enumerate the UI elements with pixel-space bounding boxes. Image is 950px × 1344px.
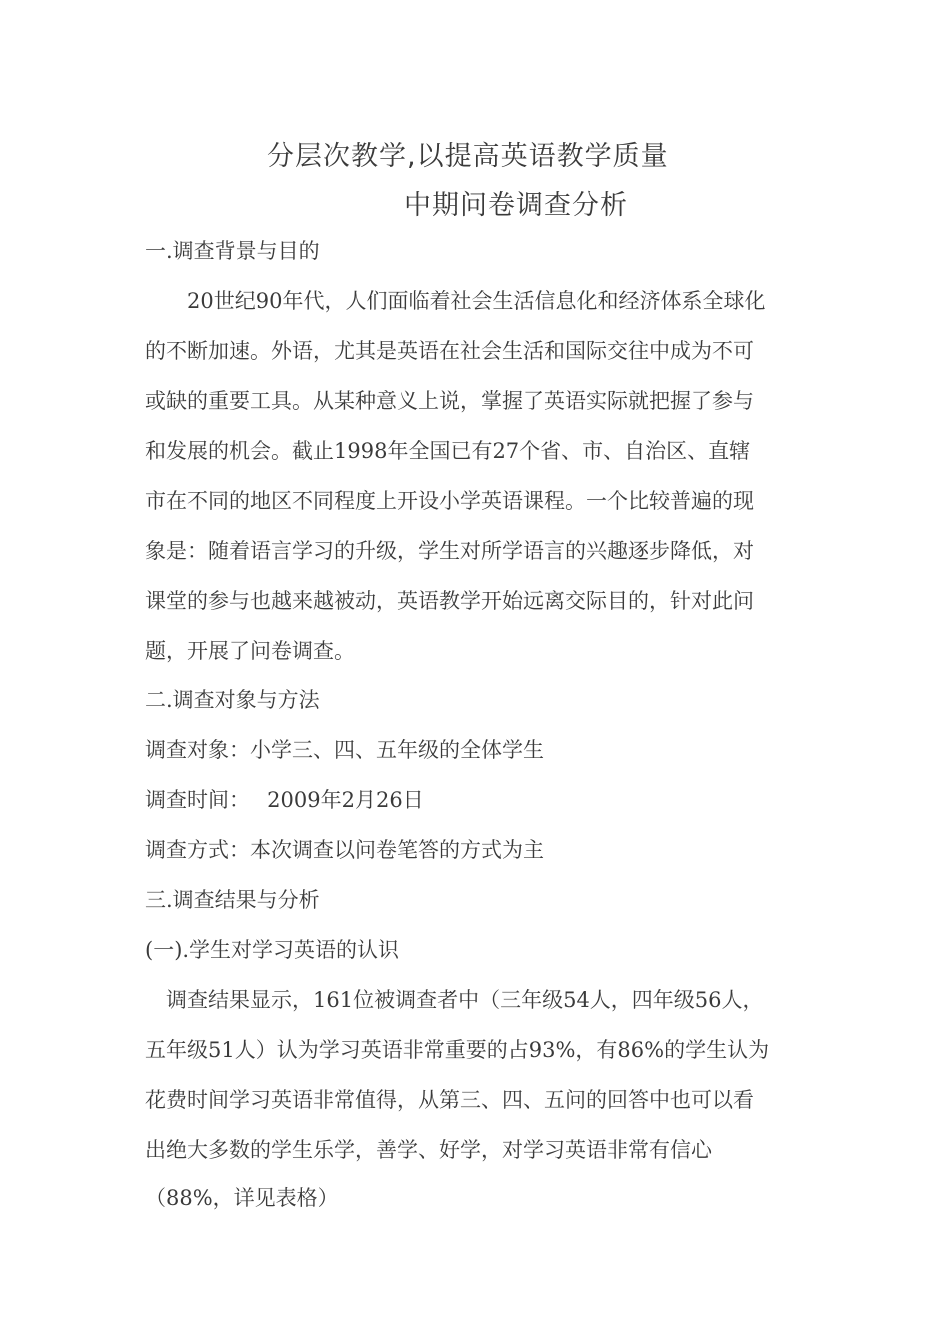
paragraph-line: 题，开展了问卷调查。 xyxy=(145,639,355,663)
survey-method: 调查方式：本次调查以问卷笔答的方式为主 xyxy=(145,838,544,862)
subsection-heading: (一).学生对学习英语的认识 xyxy=(145,938,400,962)
document-title: 分层次教学,以提高英语教学质量 xyxy=(267,141,669,172)
paragraph-line: （88%，详见表格） xyxy=(145,1186,339,1210)
paragraph-line: 出绝大多数的学生乐学，善学、好学，对学习英语非常有信心 xyxy=(145,1138,712,1162)
document-subtitle: 中期问卷调查分析 xyxy=(404,190,628,221)
paragraph-line: 五年级51人）认为学习英语非常重要的占93%，有86%的学生认为 xyxy=(145,1038,770,1062)
survey-time: 调查时间： 2009年2月26日 xyxy=(145,788,424,812)
survey-subject: 调查对象：小学三、四、五年级的全体学生 xyxy=(145,738,544,762)
paragraph-line: 和发展的机会。截止1998年全国已有27个省、市、自治区、直辖 xyxy=(145,439,751,463)
paragraph-line: 的不断加速。外语，尤其是英语在社会生活和国际交往中成为不可 xyxy=(145,339,754,363)
section-heading-background: 一.调查背景与目的 xyxy=(145,239,320,263)
paragraph-line: 象是：随着语言学习的升级，学生对所学语言的兴趣逐步降低，对 xyxy=(145,539,754,563)
paragraph-line: 课堂的参与也越来越被动，英语教学开始远离交际目的，针对此问 xyxy=(145,589,754,613)
paragraph-line: 20世纪90年代，人们面临着社会生活信息化和经济体系全球化 xyxy=(145,289,766,313)
paragraph-line: 花费时间学习英语非常值得，从第三、四、五问的回答中也可以看 xyxy=(145,1088,754,1112)
section-heading-results: 三.调查结果与分析 xyxy=(145,888,320,912)
section-heading-method: 二.调查对象与方法 xyxy=(145,688,320,712)
paragraph-line: 或缺的重要工具。从某种意义上说，掌握了英语实际就把握了参与 xyxy=(145,389,754,413)
paragraph-line: 调查结果显示，161位被调查者中（三年级54人，四年级56人， xyxy=(145,988,764,1012)
paragraph-line: 市在不同的地区不同程度上开设小学英语课程。一个比较普遍的现 xyxy=(145,489,754,513)
